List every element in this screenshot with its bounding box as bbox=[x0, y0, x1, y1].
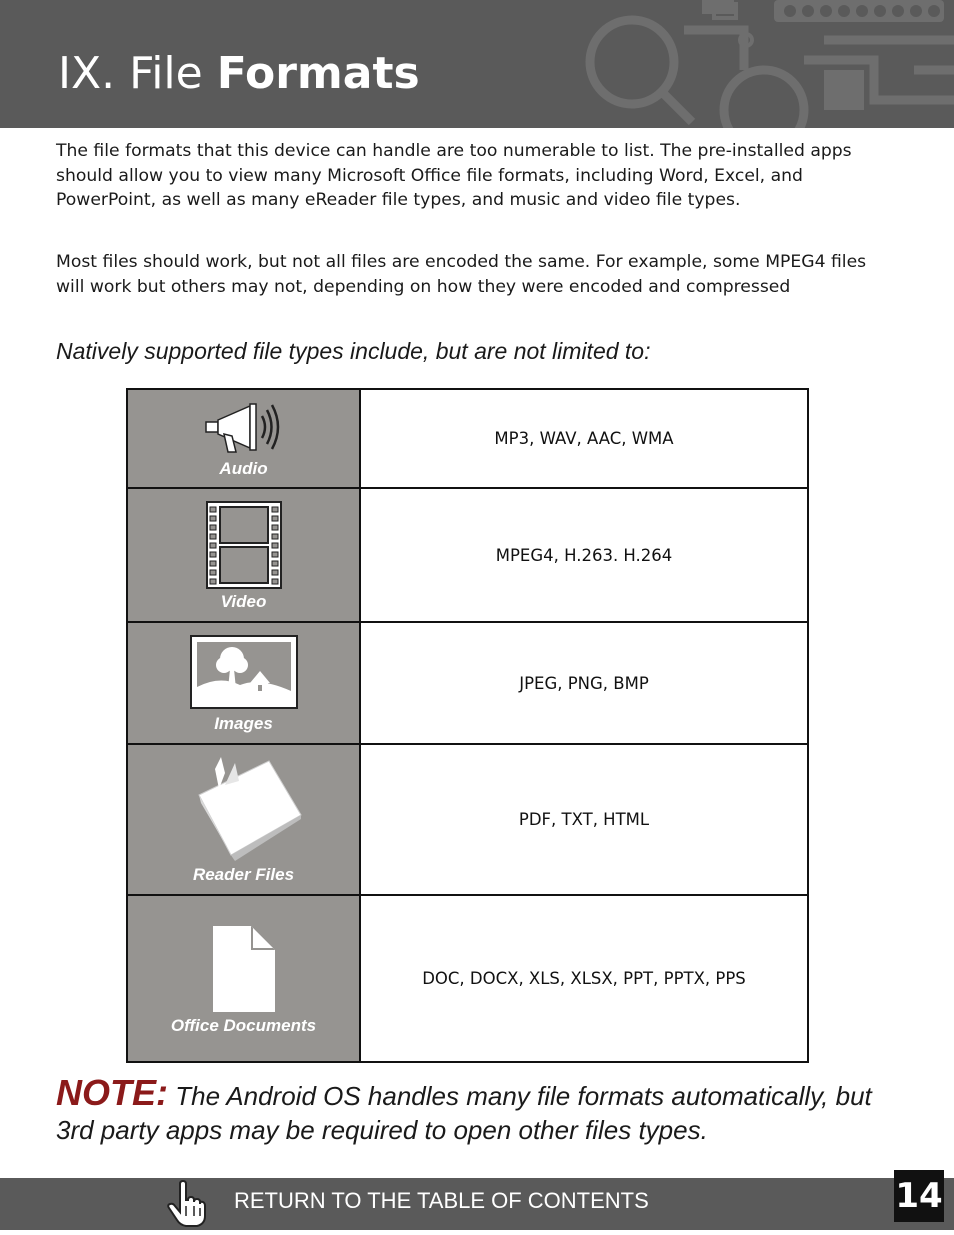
extensions-cell: JPEG, PNG, BMP bbox=[519, 673, 649, 693]
note-block bbox=[56, 1072, 916, 1147]
return-to-toc-link[interactable]: RETURN TO THE TABLE OF CONTENTS bbox=[234, 1188, 649, 1213]
note-text: The Android OS handles many file formats automatically, but 3rd party apps may be required to open other files types. bbox=[56, 1081, 872, 1145]
category-label: Reader Files bbox=[192, 865, 295, 884]
pointing-hand-icon[interactable] bbox=[166, 1180, 206, 1228]
film-strip-icon bbox=[206, 501, 282, 589]
category-cell bbox=[128, 489, 361, 621]
table-row-video bbox=[128, 489, 807, 623]
category-cell bbox=[128, 623, 361, 743]
document-icon bbox=[211, 924, 277, 1014]
category-label: Audio bbox=[219, 459, 268, 478]
extensions-cell: PDF, TXT, HTML bbox=[518, 810, 650, 829]
picture-icon bbox=[190, 635, 298, 709]
extensions-cell: DOC, DOCX, XLS, XLSX, PPT, PPTX, PPS bbox=[422, 969, 746, 988]
page-number: 14 bbox=[894, 1170, 944, 1222]
table-row-images bbox=[128, 623, 807, 745]
category-label: Video bbox=[220, 592, 267, 611]
category-cell bbox=[128, 745, 361, 894]
supported-types-heading: Natively supported file types include, but are not limited to: bbox=[56, 338, 651, 364]
category-label: Images bbox=[214, 714, 273, 733]
book-icon bbox=[185, 755, 303, 863]
encoding-paragraph: Most files should work, but not all files are encoded the same. For example, some MPEG4 files will work but others may not, depending on how they were encoded and compressed bbox=[56, 252, 867, 297]
file-formats-table bbox=[126, 388, 809, 1063]
extensions-cell: MP3, WAV, AAC, WMA bbox=[494, 429, 674, 448]
table-row-office-documents bbox=[128, 896, 807, 1061]
page-header bbox=[0, 0, 954, 128]
category-cell bbox=[128, 896, 361, 1061]
category-label: Office Documents bbox=[170, 1016, 317, 1035]
table-row-audio bbox=[128, 390, 807, 489]
note-label: NOTE: bbox=[56, 1072, 168, 1113]
intro-paragraph: The file formats that this device can handle are too numerable to list. The pre-installed apps should allow you to view many Microsoft Office file formats, including Word, Excel, and PowerPoint, as well as many eReader file types, and music and video file types. bbox=[56, 141, 852, 210]
page-title: IX. File Formats bbox=[58, 48, 420, 99]
extensions-cell: MPEG4, H.263. H.264 bbox=[495, 545, 673, 565]
category-cell bbox=[128, 390, 361, 487]
circuit-decoration-icon bbox=[574, 0, 954, 128]
megaphone-icon bbox=[202, 400, 286, 456]
table-row-reader-files bbox=[128, 745, 807, 896]
